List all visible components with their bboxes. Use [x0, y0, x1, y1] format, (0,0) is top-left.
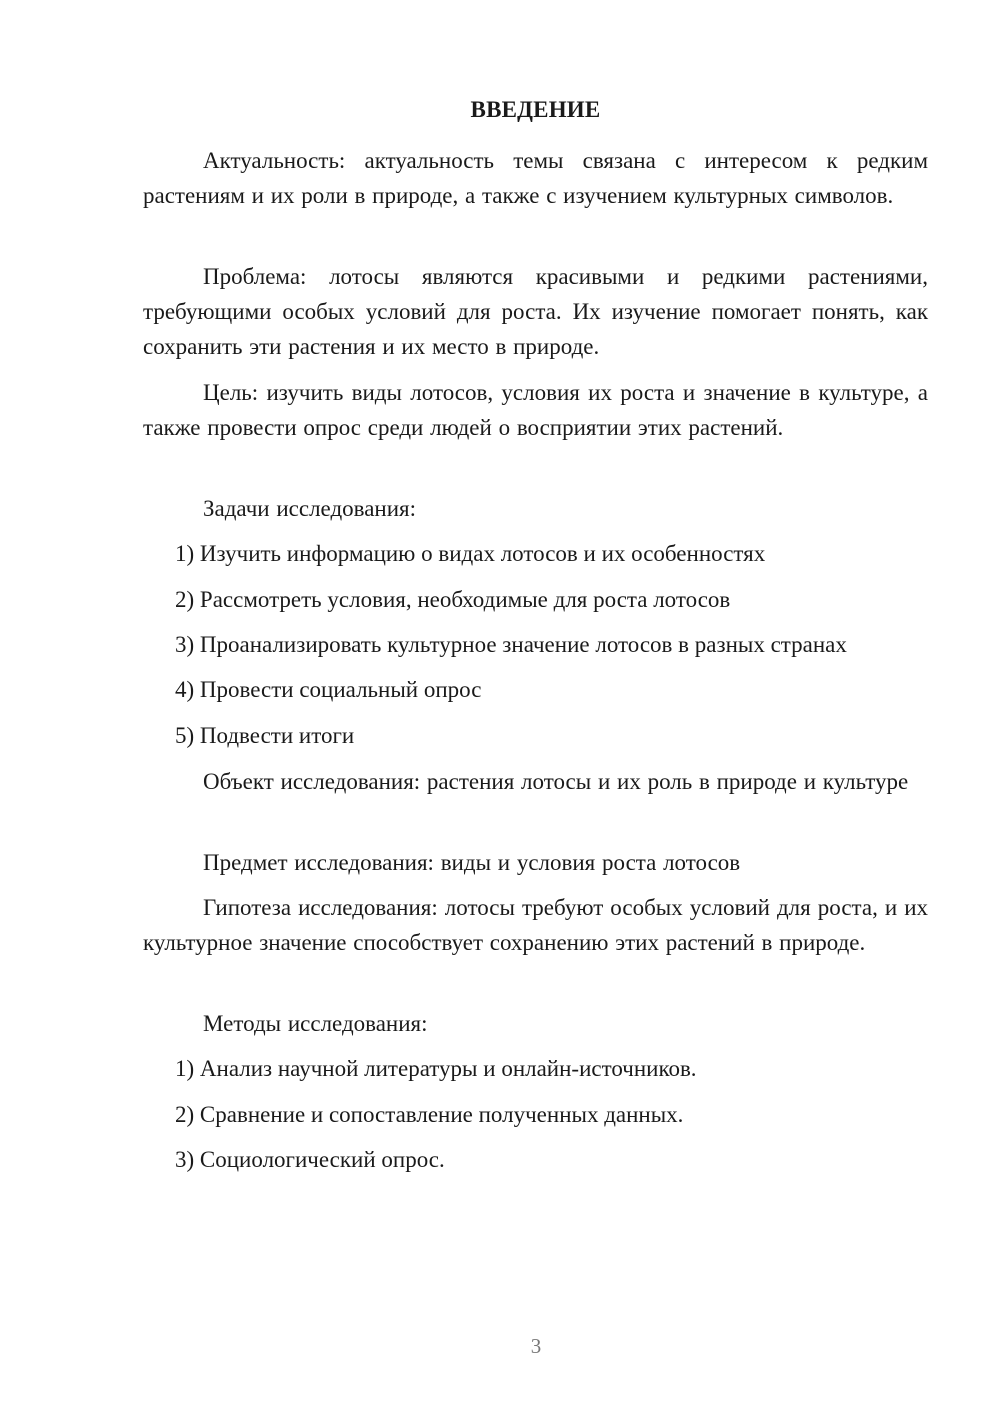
page-number: 3 [530, 1334, 542, 1358]
methods-heading: Методы исследования: [203, 1011, 428, 1036]
task-item-4: 4) Провести социальный опрос [175, 677, 482, 702]
paragraph-hypothesis: Гипотеза исследования: лотосы требуют особых условий для роста, и их культурное значение способствует сохранению этих растений в природе. [143, 895, 928, 955]
paragraph-problem: Проблема: лотосы являются красивыми и редкими растениями, требующими особых условий для роста. Их изучение помогает понять, как сохранить эти растения и их место в природе. [143, 264, 928, 359]
method-item-1: 1) Анализ научной литературы и онлайн-источников. [175, 1056, 697, 1081]
paragraph-goal: Цель: изучить виды лотосов, условия их роста и значение в культуре, а также провести опрос среди людей о восприятии этих растений. [143, 380, 928, 440]
task-item-5: 5) Подвести итоги [175, 723, 355, 748]
task-item-3: 3) Проанализировать культурное значение лотосов в разных странах [175, 632, 847, 657]
paragraph-relevance: Актуальность: актуальность темы связана с интересом к редким растениям и их роли в природе, а также с изучением культурных символов. [143, 148, 928, 208]
method-item-2: 2) Сравнение и сопоставление полученных данных. [175, 1102, 684, 1127]
tasks-heading: Задачи исследования: [203, 496, 417, 521]
paragraph-object: Объект исследования: растения лотосы и их роль в природе и культуре [203, 769, 909, 794]
task-item-2: 2) Рассмотреть условия, необходимые для роста лотосов [175, 587, 731, 612]
method-item-3: 3) Социологический опрос. [175, 1147, 445, 1172]
task-item-1: 1) Изучить информацию о видах лотосов и их особенностях [175, 541, 766, 566]
paragraph-subject: Предмет исследования: виды и условия роста лотосов [203, 850, 741, 875]
page-title: ВВЕДЕНИЕ [470, 97, 601, 122]
